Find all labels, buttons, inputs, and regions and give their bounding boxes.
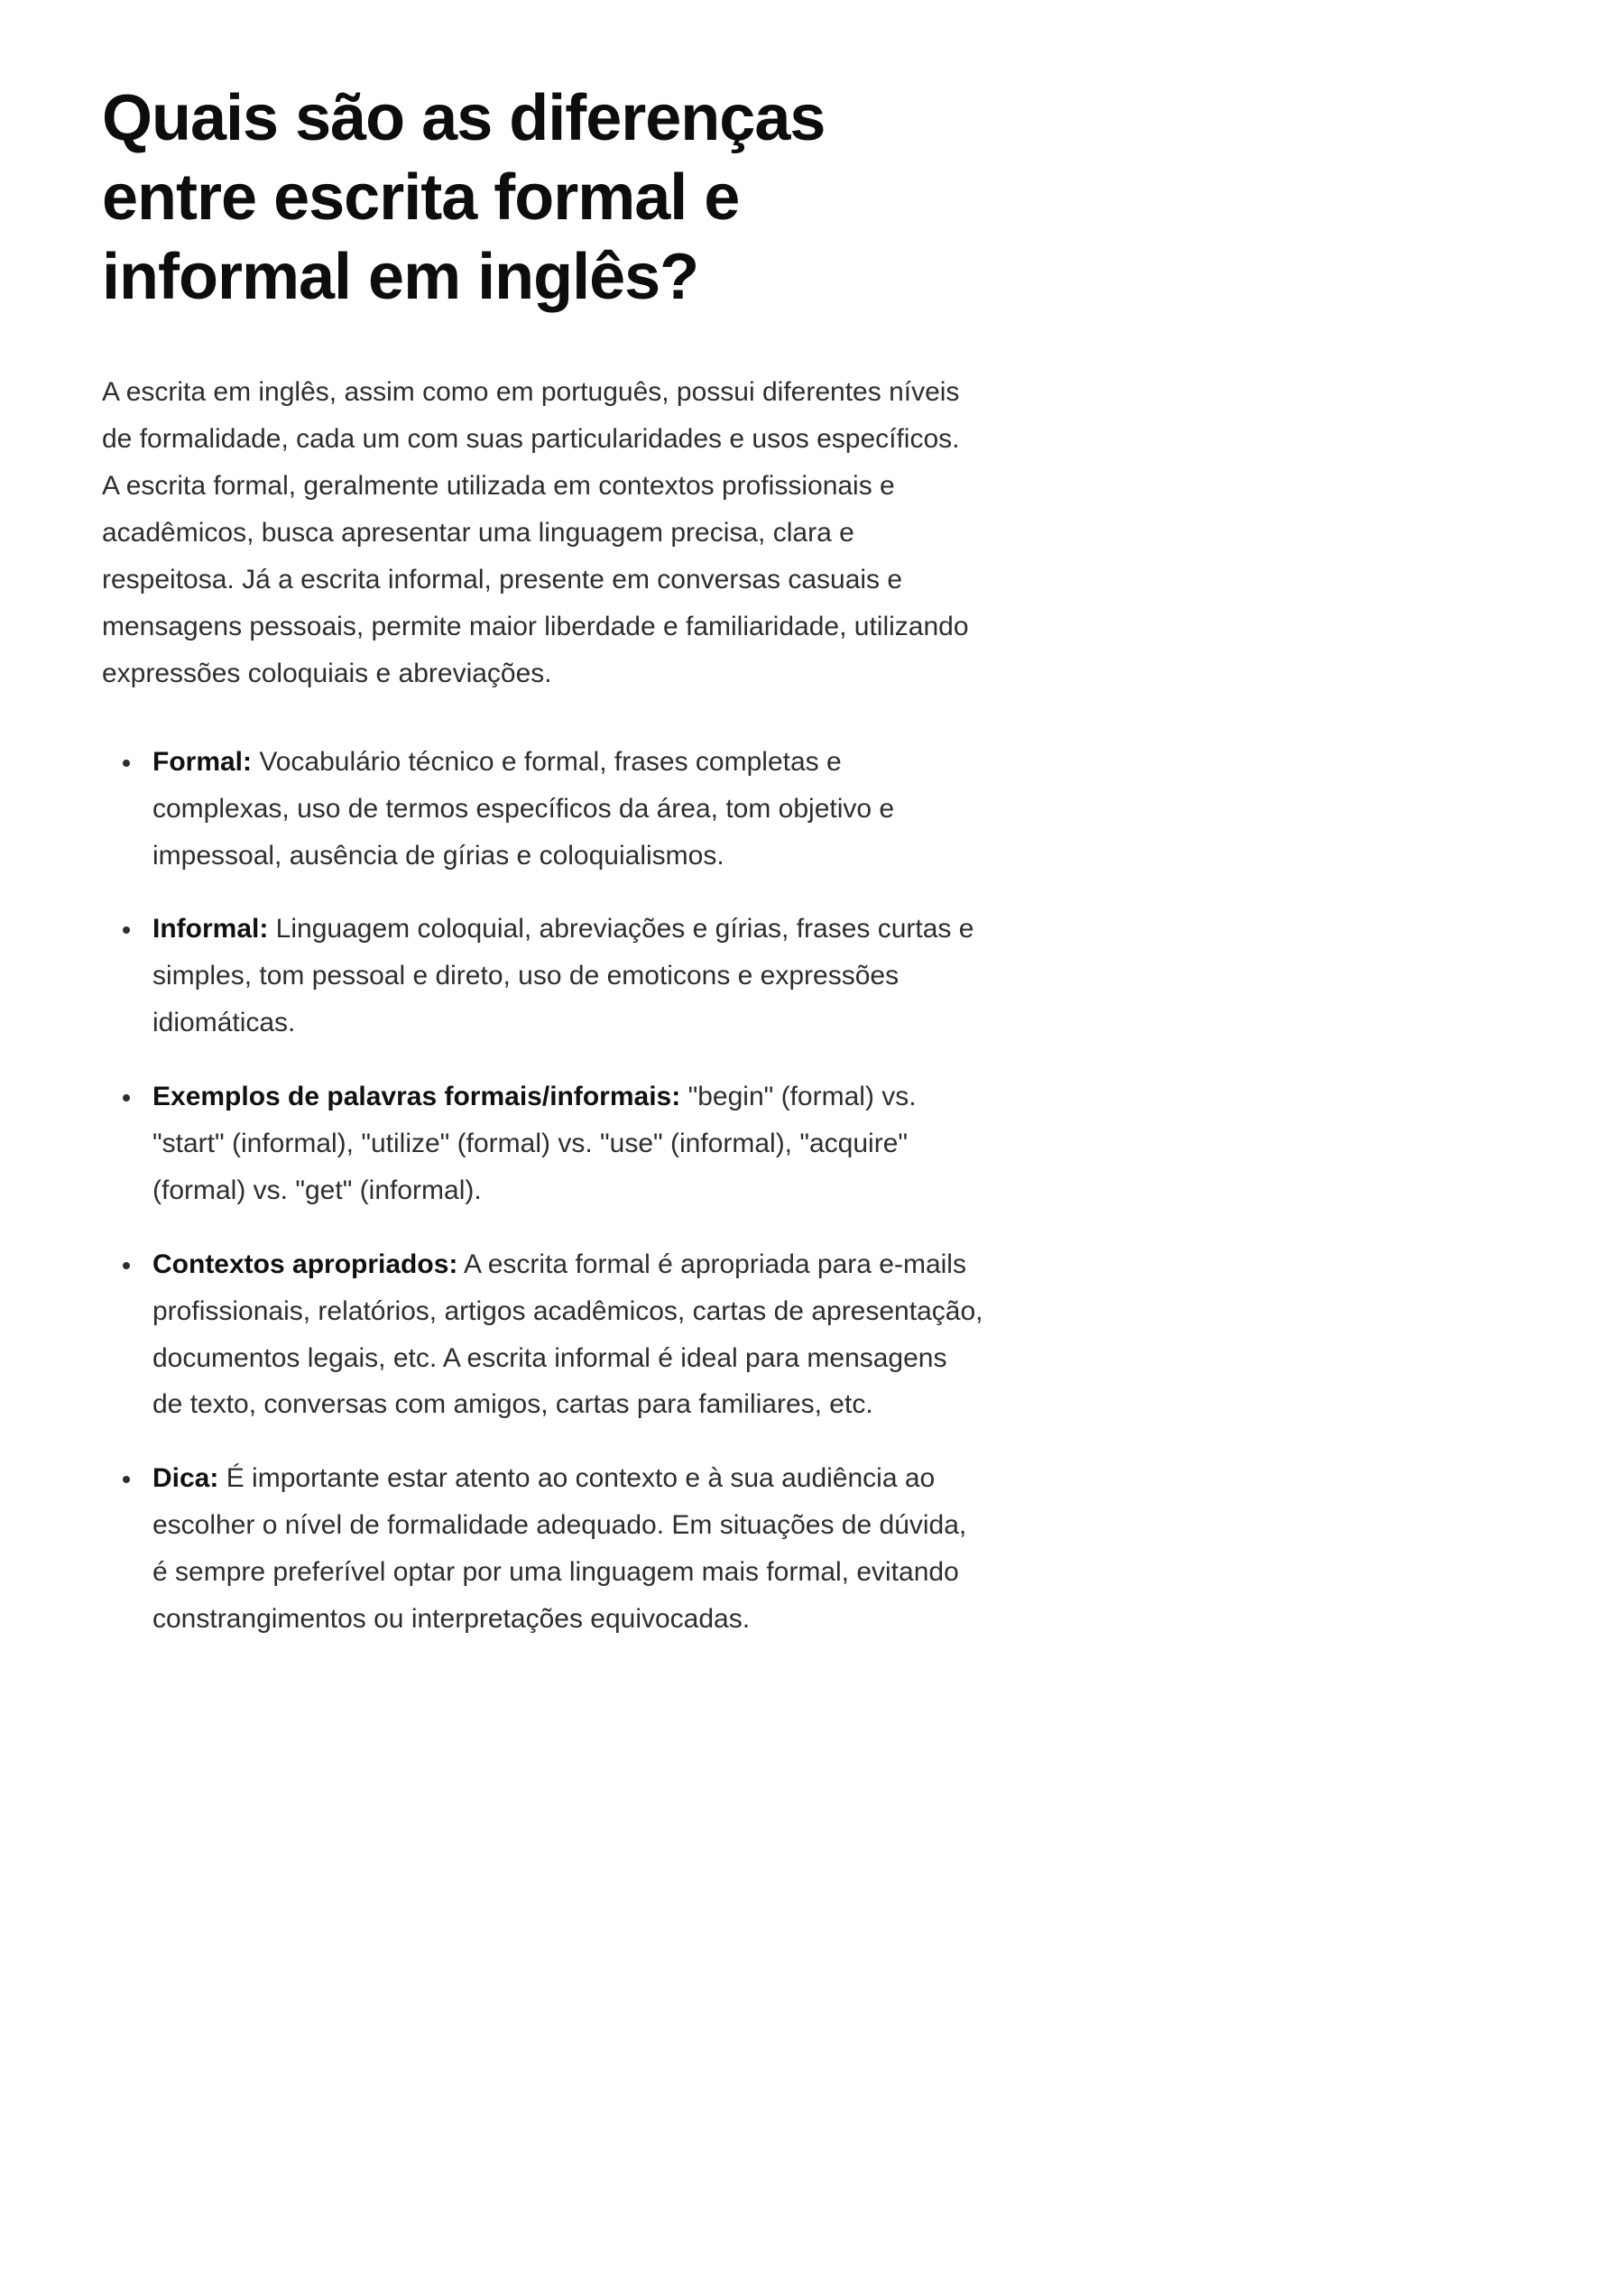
bullet-label: Contextos apropriados: (152, 1249, 458, 1279)
bullet-text: Linguagem coloquial, abreviações e gírias, frases curtas e simples, tom pessoal e direto, uso de emoticons e expressões idiomáticas. (152, 914, 974, 1038)
bullet-label: Dica: (152, 1463, 219, 1494)
bullet-label: Exemplos de palavras formais/informais: (152, 1082, 681, 1112)
bullet-text: Vocabulário técnico e formal, frases completas e complexas, uso de termos específicos da área, tom objetivo e impessoal, ausência de gírias e coloquialismos. (152, 746, 895, 871)
intro-paragraph: A escrita em inglês, assim como em português, possui diferentes níveis de formalidade, cada um com suas particularidades e usos específicos. A escrita formal, geralmente utilizada em contextos profissionais e acadêmicos, busca apresentar uma linguagem precisa, clara e respeitosa. Já a escrita informal, presente em conversas casuais e mensagens pessoais, permite maior liberdade e familiaridade, utilizando expressões coloquiais e abreviações. (102, 377, 969, 688)
bullet-label: Informal: (152, 914, 269, 945)
list-item (143, 1074, 983, 1214)
list-item (143, 1241, 983, 1429)
bullet-list (102, 739, 983, 1643)
bullet-text: "begin" (formal) vs. "start" (informal), "utilize" (formal) vs. "use" (informal), "acquire" (formal) vs. "get" (informal). (152, 1082, 917, 1205)
list-item (143, 906, 983, 1046)
bullet-text: A escrita formal é apropriada para e-mails profissionais, relatórios, artigos acadêmicos, cartas de apresentação, documentos legais, etc. A escrita informal é ideal para mensagens de texto, conversas com amigos, cartas para familiares, etc. (152, 1249, 983, 1420)
bullet-label: Formal: (152, 746, 253, 777)
list-item (143, 1455, 983, 1643)
bullet-text: É importante estar atento ao contexto e à sua audiência ao escolher o nível de formalidade adequado. Em situações de dúvida, é sempre preferível optar por uma linguagem mais formal, evitando constrangimentos ou interpretações equivocadas. (152, 1463, 967, 1634)
article-page (0, 0, 983, 1643)
list-item (143, 739, 983, 880)
page-title: Quais são as diferenças entre escrita formal e informal em inglês? (102, 82, 826, 313)
